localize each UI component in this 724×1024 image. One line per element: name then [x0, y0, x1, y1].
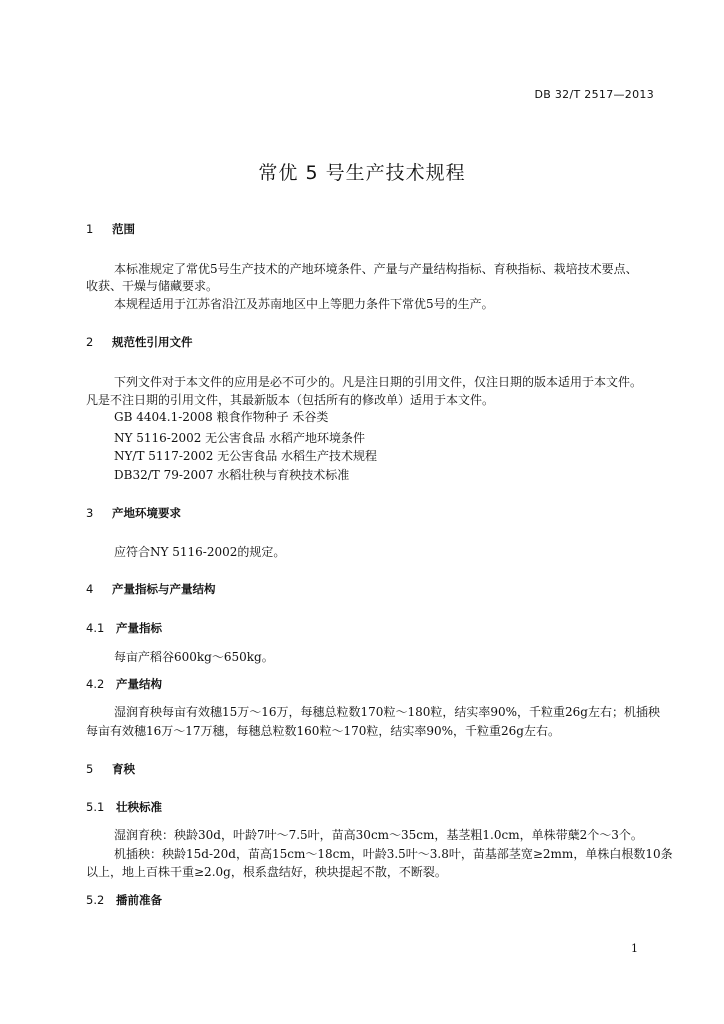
section-number: 3 [86, 506, 94, 520]
section-title: 播前准备 [116, 893, 162, 907]
subsection-heading [86, 620, 162, 636]
document-title: 常优 5 号生产技术规程 [258, 162, 466, 184]
section-title: 产地环境要求 [112, 506, 181, 520]
reference-item: NY 5116-2002 无公害食品 水稻产地环境条件 [114, 431, 365, 445]
section-heading [86, 505, 181, 521]
reference-item: DB32/T 79-2007 水稻壮秧与育秧技术标准 [114, 468, 350, 482]
paragraph-line: 以上，地上百株干重≥2.0g，根系盘结好，秧块提起不散，不断裂。 [86, 865, 447, 879]
section-title: 产量结构 [116, 677, 162, 691]
section-number: 5 [86, 762, 94, 776]
section-number: 4.2 [86, 677, 105, 691]
section-heading [86, 581, 216, 597]
section-number: 4 [86, 582, 94, 596]
subsection-heading [86, 676, 162, 692]
paragraph-line: 机插秧：秧龄15d-20d，苗高15cm～18cm，叶龄3.5叶～3.8叶，苗基部茎宽≥2mm，单株白根数10条 [114, 847, 673, 861]
section-title: 产量指标与产量结构 [112, 582, 216, 596]
section-number: 1 [86, 222, 94, 236]
paragraph-line: 每亩有效穗16万～17万穗，每穗总粒数160粒～170粒，结实率90%，千粒重26g左右。 [86, 724, 560, 738]
paragraph-line: 本标准规定了常优5号生产技术的产地环境条件、产量与产量结构指标、育秧指标、栽培技术要点、 [114, 262, 638, 276]
page-number: 1 [631, 942, 638, 955]
paragraph-line: 下列文件对于本文件的应用是必不可少的。凡是注日期的引用文件，仅注日期的版本适用于本文件。 [114, 375, 643, 389]
paragraph-line: 应符合NY 5116-2002的规定。 [114, 545, 286, 559]
section-heading [86, 221, 135, 237]
reference-item: GB 4404.1-2008 粮食作物种子 禾谷类 [114, 410, 329, 424]
paragraph-line: 每亩产稻谷600kg～650kg。 [114, 650, 274, 664]
paragraph-line: 凡是不注日期的引用文件，其最新版本（包括所有的修改单）适用于本文件。 [86, 393, 495, 407]
section-title: 产量指标 [116, 621, 162, 635]
section-number: 2 [86, 335, 94, 349]
paragraph-line: 湿润育秧：秧龄30d，叶龄7叶～7.5叶，苗高30cm～35cm，基茎粗1.0cm，单株带蘖2个～3个。 [114, 828, 643, 842]
section-title: 壮秧标准 [116, 800, 162, 814]
standard-number: DB 32/T 2517—2013 [534, 88, 654, 101]
section-title: 范围 [112, 222, 135, 236]
section-number: 5.1 [86, 800, 105, 814]
reference-item: NY/T 5117-2002 无公害食品 水稻生产技术规程 [114, 449, 378, 463]
paragraph-line: 本规程适用于江苏省沿江及苏南地区中上等肥力条件下常优5号的生产。 [114, 297, 494, 311]
section-title: 育秧 [112, 762, 135, 776]
section-title: 规范性引用文件 [112, 335, 193, 349]
section-heading [86, 334, 193, 350]
section-number: 5.2 [86, 893, 105, 907]
subsection-heading [86, 799, 162, 815]
paragraph-line: 湿润育秧每亩有效穗15万～16万，每穗总粒数170粒～180粒，结实率90%，千粒重26g左右；机插秧 [114, 705, 660, 719]
section-heading [86, 761, 135, 777]
subsection-heading [86, 892, 162, 908]
paragraph-line: 收获、干燥与储藏要求。 [86, 279, 219, 293]
section-number: 4.1 [86, 621, 105, 635]
